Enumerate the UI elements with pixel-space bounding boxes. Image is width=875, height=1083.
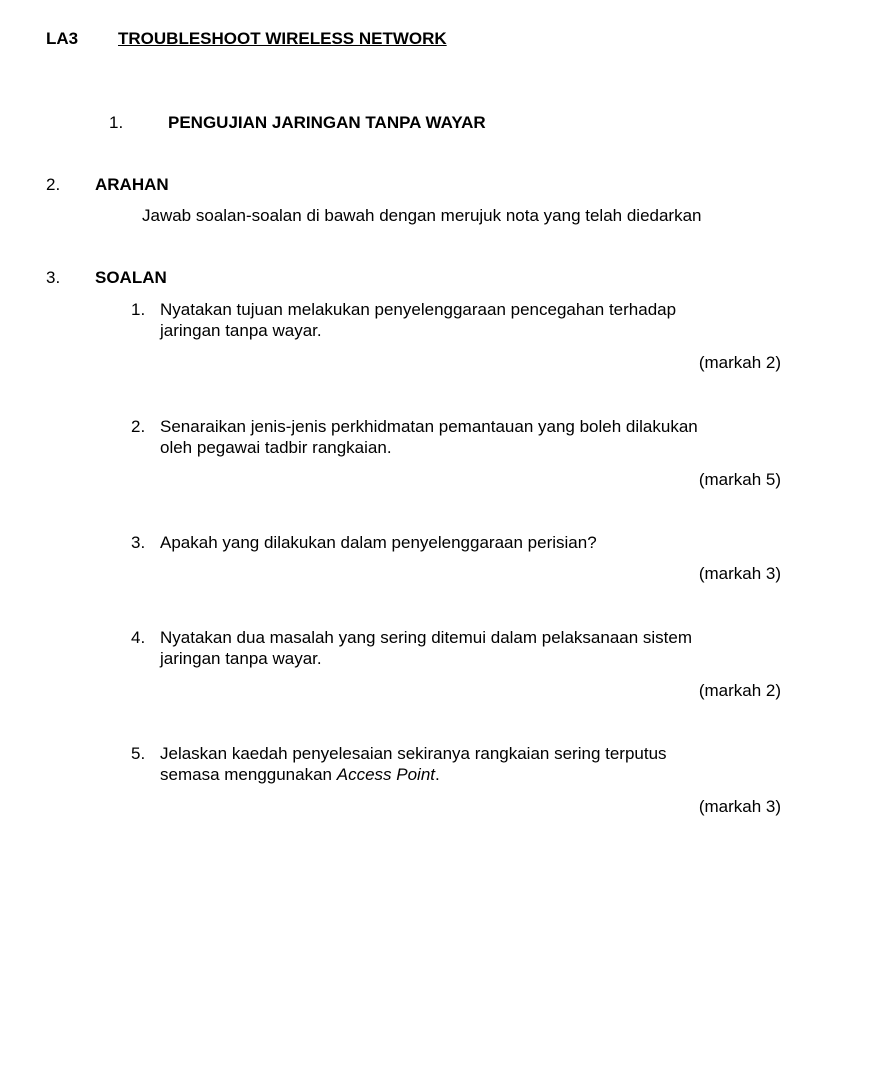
question-line: Apakah yang dilakukan dalam penyelenggaraan perisian? (160, 533, 597, 552)
section-3-number: 3. (46, 268, 61, 287)
section-2-number: 2. (46, 175, 61, 194)
question-line: oleh pegawai tadbir rangkaian. (160, 438, 392, 457)
question-number: 1. (131, 300, 146, 319)
question-number: 4. (131, 628, 146, 647)
question-text (160, 532, 780, 553)
section-3-title: SOALAN (95, 268, 167, 287)
question-line: Jelaskan kaedah penyelesaian sekiranya rangkaian sering terputus (160, 744, 667, 763)
instruction-text: Jawab soalan-soalan di bawah dengan merujuk nota yang telah diedarkan (142, 206, 702, 225)
section-1-number: 1. (109, 113, 124, 132)
access-point-term: Access Point (336, 765, 435, 784)
question-line: Nyatakan tujuan melakukan penyelenggaraan pencegahan terhadap (160, 300, 677, 319)
question-number: 5. (131, 744, 146, 763)
question-text (160, 627, 780, 669)
document-title: TROUBLESHOOT WIRELESS NETWORK (118, 29, 447, 48)
marks-label: (markah 5) (698, 470, 781, 489)
question-number: 3. (131, 533, 146, 552)
question-line-suffix: . (435, 765, 440, 784)
question-line: jaringan tanpa wayar. (160, 649, 322, 668)
question-text (160, 416, 780, 458)
question-line: Nyatakan dua masalah yang sering ditemui dalam pelaksanaan sistem (160, 628, 693, 647)
marks-label: (markah 2) (698, 353, 781, 372)
lab-code: LA3 (46, 29, 79, 48)
question-line: jaringan tanpa wayar. (160, 321, 322, 340)
question-number: 2. (131, 417, 146, 436)
marks-label: (markah 2) (698, 681, 781, 700)
marks-label: (markah 3) (698, 797, 781, 816)
question-text (160, 299, 780, 341)
question-line-prefix: semasa menggunakan (160, 765, 337, 784)
question-text (160, 743, 780, 785)
section-2-title: ARAHAN (95, 175, 169, 194)
marks-label: (markah 3) (698, 564, 781, 583)
section-1-title: PENGUJIAN JARINGAN TANPA WAYAR (168, 113, 486, 132)
question-line: Senaraikan jenis-jenis perkhidmatan pemantauan yang boleh dilakukan (160, 417, 698, 436)
